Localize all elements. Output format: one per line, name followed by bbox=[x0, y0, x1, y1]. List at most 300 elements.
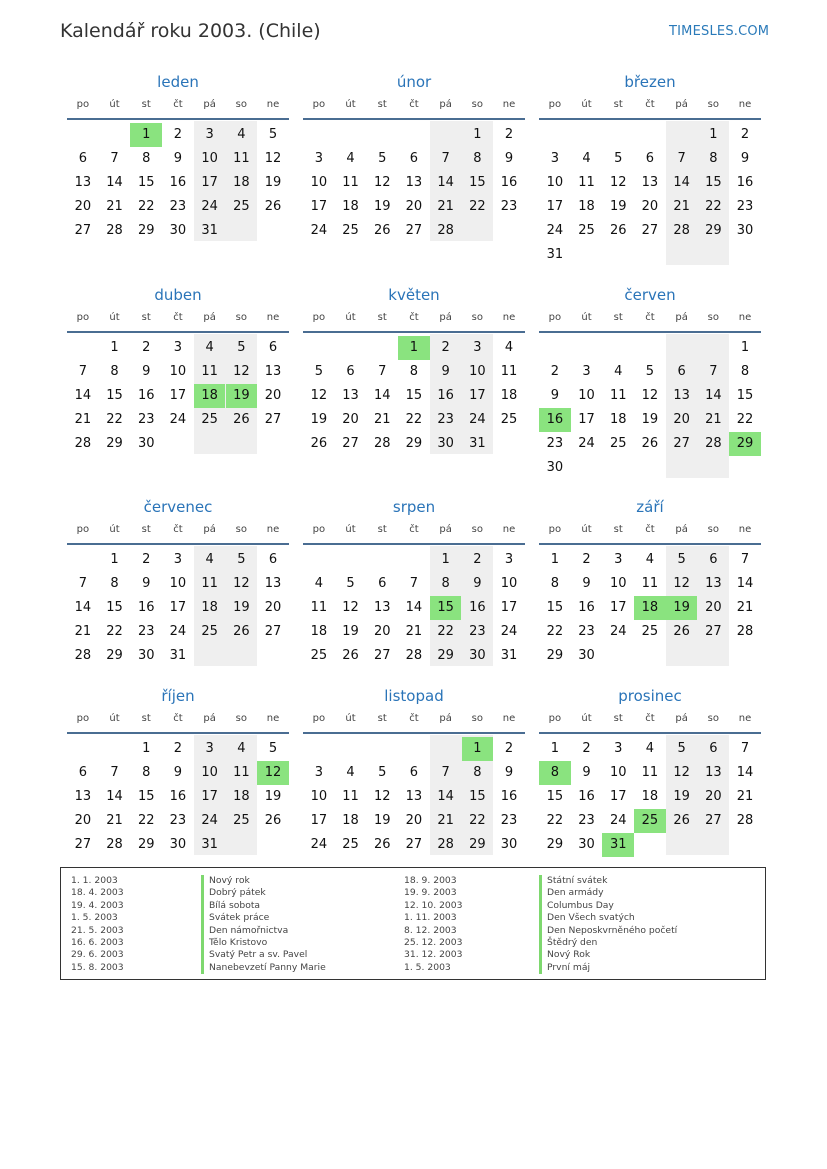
day-cell[interactable]: 23 bbox=[137, 624, 155, 639]
day-cell[interactable]: 29 bbox=[546, 648, 564, 663]
day-cell[interactable]: 20 bbox=[705, 789, 722, 804]
day-cell[interactable]: 4 bbox=[237, 127, 246, 142]
day-cell[interactable]: 2 bbox=[740, 127, 750, 142]
day-cell[interactable]: 19 bbox=[264, 175, 282, 190]
day-cell[interactable]: 5 bbox=[237, 552, 246, 567]
day-cell[interactable]: 24 bbox=[609, 624, 627, 639]
day-cell[interactable]: 15 bbox=[736, 388, 754, 403]
day-cell[interactable]: 25 bbox=[233, 813, 250, 828]
day-cell[interactable]: 13 bbox=[74, 789, 92, 804]
day-cell[interactable]: 1 bbox=[740, 340, 750, 355]
day-cell[interactable]: 6 bbox=[409, 151, 419, 166]
day-cell[interactable]: 17 bbox=[310, 199, 328, 214]
day-cell[interactable]: 11 bbox=[233, 765, 250, 780]
day-cell[interactable]: 4 bbox=[237, 741, 246, 756]
day-cell[interactable]: 12 bbox=[373, 789, 391, 804]
day-cell[interactable]: 29 bbox=[437, 648, 454, 663]
day-cell[interactable]: 9 bbox=[441, 364, 450, 379]
day-cell[interactable]: 9 bbox=[582, 576, 591, 591]
day-cell[interactable]: 21 bbox=[736, 600, 754, 615]
day-cell[interactable]: 13 bbox=[373, 600, 391, 615]
day-cell[interactable]: 19 bbox=[310, 412, 328, 427]
day-cell[interactable]: 27 bbox=[673, 436, 690, 451]
day-cell[interactable]: 30 bbox=[578, 648, 595, 663]
day-cell[interactable]: 19 bbox=[673, 789, 690, 804]
day-cell[interactable]: 18 bbox=[342, 813, 359, 828]
day-cell[interactable]: 14 bbox=[106, 175, 123, 190]
day-cell[interactable]: 25 bbox=[500, 412, 518, 427]
day-cell[interactable]: 28 bbox=[74, 648, 92, 663]
day-cell[interactable]: 26 bbox=[342, 648, 359, 663]
day-cell[interactable]: 5 bbox=[677, 741, 686, 756]
day-cell[interactable]: 2 bbox=[473, 552, 482, 567]
day-cell[interactable]: 20 bbox=[705, 600, 722, 615]
day-cell[interactable]: 21 bbox=[437, 813, 454, 828]
day-cell[interactable]: 30 bbox=[437, 436, 454, 451]
day-cell[interactable]: 20 bbox=[342, 412, 359, 427]
day-cell[interactable]: 26 bbox=[264, 813, 282, 828]
day-cell[interactable]: 2 bbox=[441, 340, 450, 355]
day-cell[interactable]: 6 bbox=[709, 741, 718, 756]
day-cell[interactable]: 2 bbox=[550, 364, 559, 379]
day-cell[interactable]: 29 bbox=[106, 648, 123, 663]
day-cell[interactable]: 23 bbox=[578, 813, 595, 828]
day-cell[interactable]: 16 bbox=[137, 388, 155, 403]
day-cell[interactable]: 10 bbox=[546, 175, 564, 190]
day-cell[interactable]: 12 bbox=[342, 600, 359, 615]
day-cell[interactable]: 1 bbox=[550, 552, 559, 567]
day-cell[interactable]: 8 bbox=[740, 364, 750, 379]
day-cell[interactable]: 21 bbox=[74, 624, 92, 639]
day-cell[interactable]: 27 bbox=[641, 223, 659, 238]
day-cell[interactable]: 22 bbox=[705, 199, 722, 214]
holiday-day-cell[interactable]: 18 bbox=[194, 384, 226, 408]
day-cell[interactable]: 16 bbox=[169, 175, 187, 190]
holiday-day-cell[interactable]: 8 bbox=[539, 761, 571, 785]
day-cell[interactable]: 28 bbox=[736, 624, 754, 639]
day-cell[interactable]: 26 bbox=[609, 223, 627, 238]
day-cell[interactable]: 17 bbox=[500, 600, 518, 615]
day-cell[interactable]: 5 bbox=[378, 151, 387, 166]
day-cell[interactable]: 7 bbox=[677, 151, 686, 166]
day-cell[interactable]: 4 bbox=[645, 741, 655, 756]
day-cell[interactable]: 20 bbox=[673, 412, 690, 427]
day-cell[interactable]: 21 bbox=[74, 412, 92, 427]
day-cell[interactable]: 20 bbox=[74, 813, 92, 828]
day-cell[interactable]: 14 bbox=[74, 600, 92, 615]
day-cell[interactable]: 23 bbox=[169, 813, 187, 828]
day-cell[interactable]: 7 bbox=[740, 552, 750, 567]
day-cell[interactable]: 28 bbox=[736, 813, 754, 828]
day-cell[interactable]: 11 bbox=[641, 765, 659, 780]
day-cell[interactable]: 31 bbox=[500, 648, 518, 663]
day-cell[interactable]: 1 bbox=[110, 552, 119, 567]
day-cell[interactable]: 2 bbox=[504, 127, 514, 142]
day-cell[interactable]: 26 bbox=[673, 624, 690, 639]
day-cell[interactable]: 18 bbox=[641, 789, 659, 804]
day-cell[interactable]: 13 bbox=[405, 789, 423, 804]
day-cell[interactable]: 16 bbox=[578, 789, 595, 804]
day-cell[interactable]: 11 bbox=[641, 576, 659, 591]
day-cell[interactable]: 5 bbox=[346, 576, 355, 591]
day-cell[interactable]: 1 bbox=[441, 552, 450, 567]
day-cell[interactable]: 26 bbox=[373, 837, 391, 852]
holiday-day-cell[interactable]: 15 bbox=[430, 596, 462, 620]
day-cell[interactable]: 9 bbox=[582, 765, 591, 780]
day-cell[interactable]: 19 bbox=[373, 813, 391, 828]
day-cell[interactable]: 29 bbox=[469, 837, 486, 852]
day-cell[interactable]: 3 bbox=[614, 741, 623, 756]
day-cell[interactable]: 3 bbox=[582, 364, 591, 379]
day-cell[interactable]: 11 bbox=[201, 364, 218, 379]
day-cell[interactable]: 18 bbox=[233, 175, 250, 190]
day-cell[interactable]: 24 bbox=[169, 412, 187, 427]
day-cell[interactable]: 22 bbox=[469, 199, 486, 214]
day-cell[interactable]: 5 bbox=[645, 364, 655, 379]
holiday-day-cell[interactable]: 16 bbox=[539, 408, 571, 432]
day-cell[interactable]: 17 bbox=[169, 388, 187, 403]
day-cell[interactable]: 3 bbox=[205, 741, 214, 756]
day-cell[interactable]: 15 bbox=[137, 789, 155, 804]
day-cell[interactable]: 12 bbox=[233, 364, 250, 379]
day-cell[interactable]: 27 bbox=[264, 624, 282, 639]
holiday-day-cell[interactable]: 19 bbox=[666, 596, 698, 620]
day-cell[interactable]: 11 bbox=[342, 789, 359, 804]
day-cell[interactable]: 3 bbox=[614, 552, 623, 567]
day-cell[interactable]: 3 bbox=[314, 765, 323, 780]
day-cell[interactable]: 11 bbox=[578, 175, 595, 190]
day-cell[interactable]: 28 bbox=[405, 648, 423, 663]
day-cell[interactable]: 20 bbox=[405, 199, 423, 214]
day-cell[interactable]: 23 bbox=[736, 199, 754, 214]
day-cell[interactable]: 27 bbox=[705, 624, 722, 639]
day-cell[interactable]: 9 bbox=[173, 765, 183, 780]
day-cell[interactable]: 6 bbox=[645, 151, 655, 166]
day-cell[interactable]: 11 bbox=[500, 364, 518, 379]
day-cell[interactable]: 16 bbox=[578, 600, 595, 615]
day-cell[interactable]: 12 bbox=[673, 765, 690, 780]
day-cell[interactable]: 5 bbox=[314, 364, 323, 379]
day-cell[interactable]: 7 bbox=[740, 741, 750, 756]
day-cell[interactable]: 25 bbox=[609, 436, 627, 451]
day-cell[interactable]: 21 bbox=[736, 789, 754, 804]
day-cell[interactable]: 12 bbox=[673, 576, 690, 591]
day-cell[interactable]: 16 bbox=[169, 789, 187, 804]
day-cell[interactable]: 26 bbox=[310, 436, 328, 451]
day-cell[interactable]: 10 bbox=[201, 151, 218, 166]
day-cell[interactable]: 17 bbox=[609, 789, 627, 804]
day-cell[interactable]: 27 bbox=[342, 436, 359, 451]
day-cell[interactable]: 26 bbox=[264, 199, 282, 214]
day-cell[interactable]: 24 bbox=[310, 837, 328, 852]
day-cell[interactable]: 12 bbox=[310, 388, 328, 403]
day-cell[interactable]: 13 bbox=[74, 175, 92, 190]
day-cell[interactable]: 15 bbox=[546, 789, 564, 804]
day-cell[interactable]: 24 bbox=[169, 624, 187, 639]
day-cell[interactable]: 29 bbox=[705, 223, 722, 238]
day-cell[interactable]: 13 bbox=[264, 576, 282, 591]
day-cell[interactable]: 4 bbox=[645, 552, 655, 567]
day-cell[interactable]: 28 bbox=[106, 837, 123, 852]
day-cell[interactable]: 14 bbox=[705, 388, 722, 403]
day-cell[interactable]: 17 bbox=[469, 388, 486, 403]
day-cell[interactable]: 26 bbox=[233, 412, 250, 427]
day-cell[interactable]: 29 bbox=[137, 837, 155, 852]
holiday-day-cell[interactable]: 29 bbox=[729, 432, 761, 456]
day-cell[interactable]: 8 bbox=[441, 576, 450, 591]
day-cell[interactable]: 25 bbox=[641, 624, 659, 639]
day-cell[interactable]: 25 bbox=[310, 648, 328, 663]
day-cell[interactable]: 9 bbox=[473, 576, 482, 591]
day-cell[interactable]: 16 bbox=[500, 175, 518, 190]
day-cell[interactable]: 10 bbox=[310, 175, 328, 190]
day-cell[interactable]: 10 bbox=[500, 576, 518, 591]
day-cell[interactable]: 7 bbox=[78, 364, 87, 379]
day-cell[interactable]: 22 bbox=[106, 624, 123, 639]
day-cell[interactable]: 23 bbox=[137, 412, 155, 427]
day-cell[interactable]: 18 bbox=[578, 199, 595, 214]
day-cell[interactable]: 28 bbox=[106, 223, 123, 238]
day-cell[interactable]: 11 bbox=[233, 151, 250, 166]
day-cell[interactable]: 30 bbox=[469, 648, 486, 663]
day-cell[interactable]: 29 bbox=[106, 436, 123, 451]
day-cell[interactable]: 24 bbox=[469, 412, 486, 427]
day-cell[interactable]: 15 bbox=[546, 600, 564, 615]
day-cell[interactable]: 18 bbox=[233, 789, 250, 804]
day-cell[interactable]: 18 bbox=[310, 624, 328, 639]
day-cell[interactable]: 23 bbox=[169, 199, 187, 214]
day-cell[interactable]: 5 bbox=[268, 127, 278, 142]
day-cell[interactable]: 9 bbox=[504, 765, 514, 780]
day-cell[interactable]: 3 bbox=[173, 340, 183, 355]
day-cell[interactable]: 7 bbox=[110, 765, 119, 780]
day-cell[interactable]: 16 bbox=[736, 175, 754, 190]
day-cell[interactable]: 25 bbox=[201, 624, 218, 639]
day-cell[interactable]: 19 bbox=[641, 412, 659, 427]
day-cell[interactable]: 16 bbox=[437, 388, 454, 403]
day-cell[interactable]: 18 bbox=[201, 600, 218, 615]
day-cell[interactable]: 2 bbox=[173, 127, 183, 142]
day-cell[interactable]: 7 bbox=[110, 151, 119, 166]
day-cell[interactable]: 28 bbox=[673, 223, 690, 238]
day-cell[interactable]: 19 bbox=[264, 789, 282, 804]
day-cell[interactable]: 24 bbox=[201, 199, 218, 214]
day-cell[interactable]: 6 bbox=[268, 340, 278, 355]
day-cell[interactable]: 9 bbox=[142, 576, 151, 591]
day-cell[interactable]: 26 bbox=[641, 436, 659, 451]
day-cell[interactable]: 15 bbox=[137, 175, 155, 190]
day-cell[interactable]: 10 bbox=[169, 364, 187, 379]
day-cell[interactable]: 12 bbox=[233, 576, 250, 591]
day-cell[interactable]: 13 bbox=[264, 364, 282, 379]
holiday-day-cell[interactable]: 1 bbox=[462, 737, 494, 761]
holiday-day-cell[interactable]: 1 bbox=[398, 336, 430, 360]
day-cell[interactable]: 9 bbox=[740, 151, 750, 166]
day-cell[interactable]: 11 bbox=[310, 600, 328, 615]
day-cell[interactable]: 8 bbox=[142, 151, 151, 166]
day-cell[interactable]: 15 bbox=[106, 600, 123, 615]
day-cell[interactable]: 9 bbox=[142, 364, 151, 379]
day-cell[interactable]: 15 bbox=[469, 789, 486, 804]
day-cell[interactable]: 25 bbox=[201, 412, 218, 427]
day-cell[interactable]: 30 bbox=[500, 837, 518, 852]
day-cell[interactable]: 11 bbox=[342, 175, 359, 190]
day-cell[interactable]: 6 bbox=[346, 364, 355, 379]
day-cell[interactable]: 23 bbox=[469, 624, 486, 639]
day-cell[interactable]: 30 bbox=[137, 436, 155, 451]
day-cell[interactable]: 3 bbox=[205, 127, 214, 142]
day-cell[interactable]: 8 bbox=[473, 151, 482, 166]
day-cell[interactable]: 8 bbox=[110, 364, 119, 379]
day-cell[interactable]: 11 bbox=[609, 388, 627, 403]
day-cell[interactable]: 5 bbox=[378, 765, 387, 780]
day-cell[interactable]: 3 bbox=[504, 552, 514, 567]
day-cell[interactable]: 8 bbox=[473, 765, 482, 780]
holiday-day-cell[interactable]: 19 bbox=[226, 384, 258, 408]
day-cell[interactable]: 13 bbox=[405, 175, 423, 190]
day-cell[interactable]: 14 bbox=[373, 388, 391, 403]
day-cell[interactable]: 14 bbox=[437, 789, 454, 804]
day-cell[interactable]: 6 bbox=[78, 151, 87, 166]
day-cell[interactable]: 26 bbox=[373, 223, 391, 238]
day-cell[interactable]: 30 bbox=[546, 460, 564, 475]
day-cell[interactable]: 30 bbox=[137, 648, 155, 663]
day-cell[interactable]: 17 bbox=[310, 813, 328, 828]
holiday-day-cell[interactable]: 31 bbox=[602, 833, 634, 857]
day-cell[interactable]: 6 bbox=[78, 765, 87, 780]
day-cell[interactable]: 21 bbox=[673, 199, 690, 214]
day-cell[interactable]: 22 bbox=[546, 624, 564, 639]
holiday-day-cell[interactable]: 1 bbox=[130, 123, 162, 147]
day-cell[interactable]: 28 bbox=[437, 223, 454, 238]
day-cell[interactable]: 15 bbox=[405, 388, 423, 403]
holiday-day-cell[interactable]: 25 bbox=[634, 809, 666, 833]
day-cell[interactable]: 8 bbox=[550, 576, 559, 591]
day-cell[interactable]: 17 bbox=[201, 789, 218, 804]
day-cell[interactable]: 14 bbox=[673, 175, 690, 190]
day-cell[interactable]: 17 bbox=[169, 600, 187, 615]
day-cell[interactable]: 25 bbox=[342, 223, 359, 238]
day-cell[interactable]: 2 bbox=[142, 552, 151, 567]
day-cell[interactable]: 6 bbox=[409, 765, 419, 780]
day-cell[interactable]: 1 bbox=[550, 741, 559, 756]
day-cell[interactable]: 28 bbox=[437, 837, 454, 852]
day-cell[interactable]: 13 bbox=[342, 388, 359, 403]
day-cell[interactable]: 22 bbox=[137, 199, 155, 214]
day-cell[interactable]: 27 bbox=[405, 223, 423, 238]
day-cell[interactable]: 8 bbox=[709, 151, 718, 166]
day-cell[interactable]: 22 bbox=[469, 813, 486, 828]
day-cell[interactable]: 31 bbox=[201, 223, 218, 238]
day-cell[interactable]: 18 bbox=[500, 388, 518, 403]
holiday-day-cell[interactable]: 12 bbox=[257, 761, 289, 785]
day-cell[interactable]: 24 bbox=[546, 223, 564, 238]
day-cell[interactable]: 12 bbox=[609, 175, 627, 190]
day-cell[interactable]: 31 bbox=[201, 837, 218, 852]
day-cell[interactable]: 21 bbox=[437, 199, 454, 214]
day-cell[interactable]: 8 bbox=[409, 364, 419, 379]
day-cell[interactable]: 22 bbox=[546, 813, 564, 828]
day-cell[interactable]: 9 bbox=[173, 151, 183, 166]
day-cell[interactable]: 20 bbox=[373, 624, 391, 639]
day-cell[interactable]: 12 bbox=[373, 175, 391, 190]
day-cell[interactable]: 30 bbox=[578, 837, 595, 852]
day-cell[interactable]: 4 bbox=[314, 576, 323, 591]
day-cell[interactable]: 17 bbox=[201, 175, 218, 190]
day-cell[interactable]: 5 bbox=[677, 552, 686, 567]
day-cell[interactable]: 4 bbox=[582, 151, 591, 166]
day-cell[interactable]: 25 bbox=[578, 223, 595, 238]
day-cell[interactable]: 9 bbox=[550, 388, 559, 403]
day-cell[interactable]: 18 bbox=[342, 199, 359, 214]
day-cell[interactable]: 13 bbox=[641, 175, 659, 190]
day-cell[interactable]: 3 bbox=[314, 151, 323, 166]
day-cell[interactable]: 7 bbox=[409, 576, 419, 591]
day-cell[interactable]: 5 bbox=[268, 741, 278, 756]
day-cell[interactable]: 1 bbox=[473, 127, 482, 142]
day-cell[interactable]: 22 bbox=[137, 813, 155, 828]
day-cell[interactable]: 6 bbox=[677, 364, 686, 379]
day-cell[interactable]: 21 bbox=[373, 412, 391, 427]
day-cell[interactable]: 21 bbox=[705, 412, 722, 427]
day-cell[interactable]: 28 bbox=[705, 436, 722, 451]
day-cell[interactable]: 20 bbox=[641, 199, 659, 214]
day-cell[interactable]: 25 bbox=[342, 837, 359, 852]
day-cell[interactable]: 24 bbox=[609, 813, 627, 828]
day-cell[interactable]: 14 bbox=[736, 765, 754, 780]
day-cell[interactable]: 27 bbox=[405, 837, 423, 852]
day-cell[interactable]: 2 bbox=[582, 741, 591, 756]
day-cell[interactable]: 4 bbox=[205, 552, 214, 567]
day-cell[interactable]: 21 bbox=[106, 813, 123, 828]
day-cell[interactable]: 2 bbox=[173, 741, 183, 756]
day-cell[interactable]: 13 bbox=[673, 388, 690, 403]
day-cell[interactable]: 14 bbox=[74, 388, 92, 403]
day-cell[interactable]: 7 bbox=[441, 765, 450, 780]
day-cell[interactable]: 27 bbox=[74, 223, 92, 238]
day-cell[interactable]: 4 bbox=[346, 765, 355, 780]
day-cell[interactable]: 30 bbox=[169, 223, 187, 238]
day-cell[interactable]: 27 bbox=[705, 813, 722, 828]
day-cell[interactable]: 3 bbox=[173, 552, 183, 567]
day-cell[interactable]: 16 bbox=[469, 600, 486, 615]
day-cell[interactable]: 31 bbox=[546, 247, 564, 262]
day-cell[interactable]: 23 bbox=[578, 624, 595, 639]
day-cell[interactable]: 2 bbox=[504, 741, 514, 756]
day-cell[interactable]: 19 bbox=[342, 624, 359, 639]
day-cell[interactable]: 28 bbox=[373, 436, 391, 451]
day-cell[interactable]: 2 bbox=[582, 552, 591, 567]
day-cell[interactable]: 3 bbox=[550, 151, 559, 166]
day-cell[interactable]: 6 bbox=[378, 576, 387, 591]
day-cell[interactable]: 4 bbox=[205, 340, 214, 355]
day-cell[interactable]: 27 bbox=[74, 837, 92, 852]
day-cell[interactable]: 20 bbox=[264, 388, 282, 403]
day-cell[interactable]: 5 bbox=[614, 151, 623, 166]
day-cell[interactable]: 10 bbox=[169, 576, 187, 591]
day-cell[interactable]: 17 bbox=[578, 412, 595, 427]
holiday-day-cell[interactable]: 18 bbox=[634, 596, 666, 620]
day-cell[interactable]: 29 bbox=[546, 837, 564, 852]
day-cell[interactable]: 19 bbox=[233, 600, 250, 615]
day-cell[interactable]: 13 bbox=[705, 765, 722, 780]
day-cell[interactable]: 12 bbox=[264, 151, 282, 166]
day-cell[interactable]: 17 bbox=[546, 199, 564, 214]
day-cell[interactable]: 1 bbox=[142, 741, 151, 756]
day-cell[interactable]: 7 bbox=[709, 364, 718, 379]
day-cell[interactable]: 31 bbox=[469, 436, 486, 451]
day-cell[interactable]: 25 bbox=[233, 199, 250, 214]
